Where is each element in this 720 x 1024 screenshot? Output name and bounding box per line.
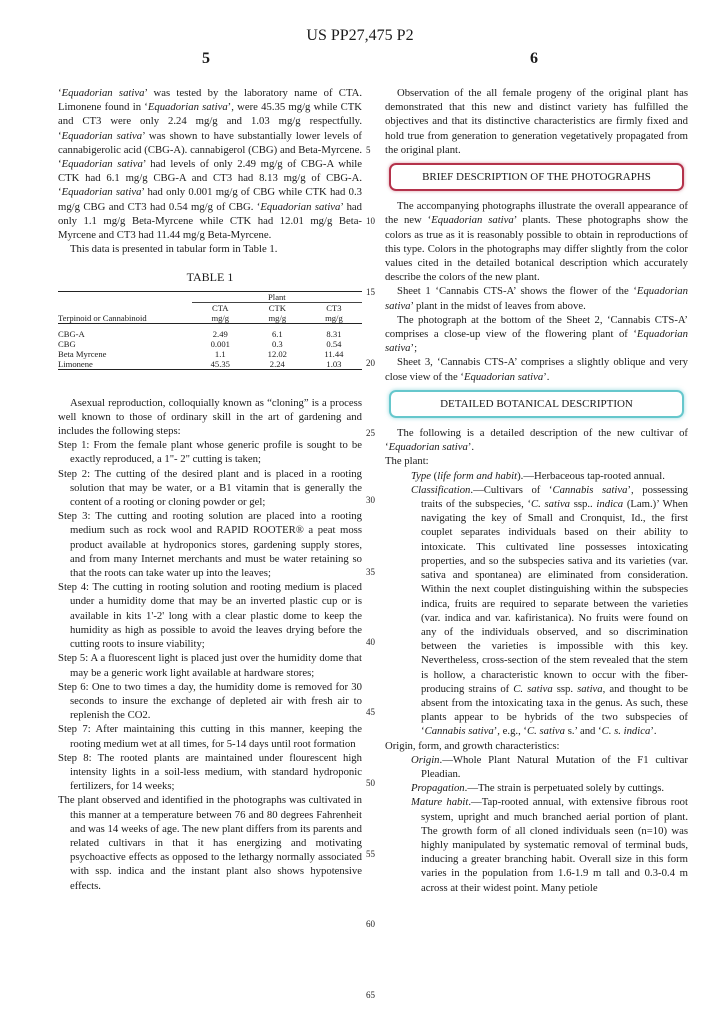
table-row [58,359,362,370]
sheet1-paragraph: Sheet 1 ‘Cannabis CTS-A’ shows the flower of the ‘Equadorian sativa’ plant in the midst of leaves from above. [385,285,688,312]
table-row [58,349,362,359]
table-cell: 6.1 [271,328,283,339]
table-title: TABLE 1 [186,270,234,285]
heading-brief-description: BRIEF DESCRIPTION OF THE PHOTOGRAPHS [389,163,684,191]
line-number: 35 [366,567,375,577]
plant-group-header: Plant [192,292,362,303]
the-plant-label: The plant: [385,455,429,468]
line-number: 45 [366,707,375,717]
line-number: 60 [366,919,375,929]
table-intro: This data is presented in tabular form in Table 1. [70,243,278,256]
propagation-entry: Propagation.—The strain is perpetuated solely by cuttings. [411,782,665,795]
step-item: Step 2: The cutting of the desired plant and is placed in a rooting solution that may be water, or a B1 vitamin that is generally the content of a rooting or cloning powder or gel; [58,467,362,509]
table-cell: 2.24 [269,358,285,369]
line-number: 65 [366,990,375,1000]
col-unit: mg/g [268,312,287,323]
table-cell: 0.54 [326,338,342,349]
classification-entry: Classification.—Cultivars of ‘Cannabis sativa’, possessing traits of the subspecies, ‘C. sativa ssp.. indica (Lam.)’ When navigating the key of Small and Cronquist, Id., the first couplet separates individuals based on their ability to intoxicate. This cultivated line possesses intoxicating properties, and so the subspecies sativa and its varieties (var. sativa and spontanea) are eliminated from consideration. Within the next couplet distinguishing within the subspecies indica, fruits are required to separate between the varieties (var. indica and var. kafiristanica). No fruits were found on any of the individuals observed, and so discrimination between the varieties is impossible with this key. Nevertheless, cross-section of the stem revealed that the stem is hollow, a characteristic known to occur with the fiber-producing strains of C. sativa ssp. sativa, and thought to be absent from the intoxicating taxa in the genus. As such, these plants appear to be hybrids of the two subspecies of ‘Cannabis sativa’, e.g., ‘C. sativa s.’ and ‘C. s. indica’. [411,483,688,738]
cloning-steps [58,438,362,793]
col-unit: mg/g [211,312,230,323]
table-cell: 8.31 [326,328,342,339]
step-item: Step 3: The cutting and rooting solution are placed into a rooting medium such as rock wool and RAPID ROOTER® a peat moss product available at hydroponics stores, gardening supply stores, and from many Internet merchants and must be water retaining so that the roots can take water up into the leaves; [58,510,362,580]
step-item: Step 4: The cutting in rooting solution and rooting medium is placed under a humidity dome that may be an inverted plastic cup or is available in kits 1'-2' long with a clear plastic dome to keep the humidity as high as possible to avoid the leaves drying before the cutting roots to insure viability; [58,581,362,651]
step-item: Step 8: The rooted plants are maintained under flourescent high intensity lights in a soil-less medium, with standard hydroponic fertilizers, for 14 weeks; [58,751,362,793]
line-number: 10 [366,216,375,226]
photos-paragraph: The accompanying photographs illustrate the overall appearance of the new ‘Equadorian sativa’ plants. These photographs show the colors as true as it is reasonably possible to obtain in reproductions of this type. Colors in the photographs may differ slightly from the color values cited in the detailed botanical description which accurately describe the colors of the new plant. [385,200,689,284]
step-item: Step 1: From the female plant whose generic profile is sought to be exactly reproduced, a 1"- 2" cutting is taken; [58,439,362,466]
step-item: Step 6: One to two times a day, the humidity dome is removed for 30 seconds to insure the exchange of depleted air with fresh air to replenish the CO2. [58,680,362,722]
col-header-ctk: CTK [268,302,286,313]
asexual-intro: Asexual reproduction, colloquially known as “cloning” is a process well known to those of ordinary skill in the art of gardening and includes the following steps: [58,396,362,438]
step-item: Step 5: A a fluorescent light is placed just over the humidity dome that may be a generic work light available at hardware stores; [58,652,362,679]
origin-heading: Origin, form, and growth characteristics: [385,739,560,752]
table-cell: 45.35 [210,358,230,369]
line-number: 15 [366,287,375,297]
terpene-table [58,291,362,372]
mature-habit-entry: Mature habit.—Tap-rooted annual, with extensive fibrous root system, upright and much branched aerial portion of plant. The growth form of all cloned individuals seen (n=10) was highly manipulated by systematic removal of terminal buds, inducing a greater branching habit. Overall size in this form varies in the population from 1.6-1.9 m tall and 0.3-0.4 m across at their widest point. Many petiole [411,796,688,894]
step-item: Step 7: After maintaining this cutting in this manner, keeping the rooting medium wet at all times, for 5-14 days until root formation [58,723,362,750]
line-number: 5 [366,145,371,155]
col-header-cta: CTA [212,302,229,313]
table-cell: 0.001 [210,338,230,349]
lab-results-paragraph: ‘Equadorian sativa’ was tested by the laboratory name of CTA. Limonene found in ‘Equadorian sativa’, were 45.35 mg/g while CTK and CT3 were only 2.24 mg/g and 1.03 mg/g respectfully. ‘Equadorian sativa’ was shown to have substantially lower levels of cannabigerolic acid (CBG-A). cannabigerol (CBG) and Beta-Myrcene. ‘Equadorian sativa’ had levels of only 2.49 mg/g of CBG-A while CTK had 6.1 mg/g CBG-A and CT3 had 8.13 mg/g of CBG-A. ‘Equadorian sativa’ had only 0.001 mg/g of CBG while CTK had 0.3 mg/g CBG and CT3 had 0.54 mg/g of CBG. ‘Equadorian sativa’ had only 1.1 mg/g Beta-Myrcene while CTK had 12.01 mg/g Beta-Myrcene and CT3 had 11.44 mg/g Beta-Myrcene. [58,87,363,242]
heading-detailed-botanical: DETAILED BOTANICAL DESCRIPTION [389,390,684,418]
row-header-label: Terpinoid or Cannabinoid [58,312,147,323]
row-label: CBG-A [58,328,85,339]
line-number: 40 [366,637,375,647]
table-cell: 1.03 [326,358,342,369]
detail-intro: The following is a detailed description of the new cultivar of ‘Equadorian sativa’. [385,427,688,454]
row-label: Limonene [58,358,93,369]
table-row [58,339,362,349]
column-number-right: 6 [530,50,538,67]
col-header-ct3: CT3 [326,302,342,313]
table-cell: 11.44 [324,348,344,359]
origin-entry: Origin.—Whole Plant Natural Mutation of the F1 cultivar Pleadian. [411,753,688,780]
line-number: 20 [366,358,375,368]
observation-paragraph: Observation of the all female progeny of the original plant has demonstrated that this new and distinct variety has fulfilled the objectives and that its distinctive characteristics are firmly fixed and hold true from generation to generation vegetatively propagated from the original plant. [385,87,688,156]
type-entry: Type (life form and habit).—Herbaceous tap-rooted annual. [411,469,665,482]
column-number-left: 5 [202,50,210,67]
col-unit: mg/g [325,312,343,323]
right-column [385,86,688,895]
table-cell: 2.49 [212,328,228,339]
sheet3-paragraph: Sheet 3, ‘Cannabis CTS-A’ comprises a slightly oblique and very close view of the ‘Equadorian sativa’. [385,356,688,383]
row-label: CBG [58,338,76,349]
line-number: 25 [366,428,375,438]
line-number: 30 [366,495,375,505]
table-row [58,329,362,339]
sheet2-paragraph: The photograph at the bottom of the Sheet 2, ‘Cannabis CTS-A’ comprises a close-up view of the flowering plant of ‘Equadorian sativa’; [385,313,688,355]
line-number: 55 [366,849,375,859]
patent-number: US PP27,475 P2 [306,27,414,44]
row-label: Beta Myrcene [58,348,107,359]
table-cell: 0.3 [271,338,283,349]
left-column [58,86,362,893]
line-number: 50 [366,778,375,788]
table-cell: 1.1 [214,348,226,359]
cultivation-paragraph: The plant observed and identified in the photographs was cultivated in this manner at a temperature between 76 and 80 degrees Fahrenheit and was 14 weeks of age. The new plant differs from its parents and related cultivars in that it has energizing and motivating psychoactive effects as opposed to the lethargy normally associated with ssp. indica and the instant plant also shows hypotensive effects. [58,794,362,892]
table-cell: 12.02 [267,348,287,359]
